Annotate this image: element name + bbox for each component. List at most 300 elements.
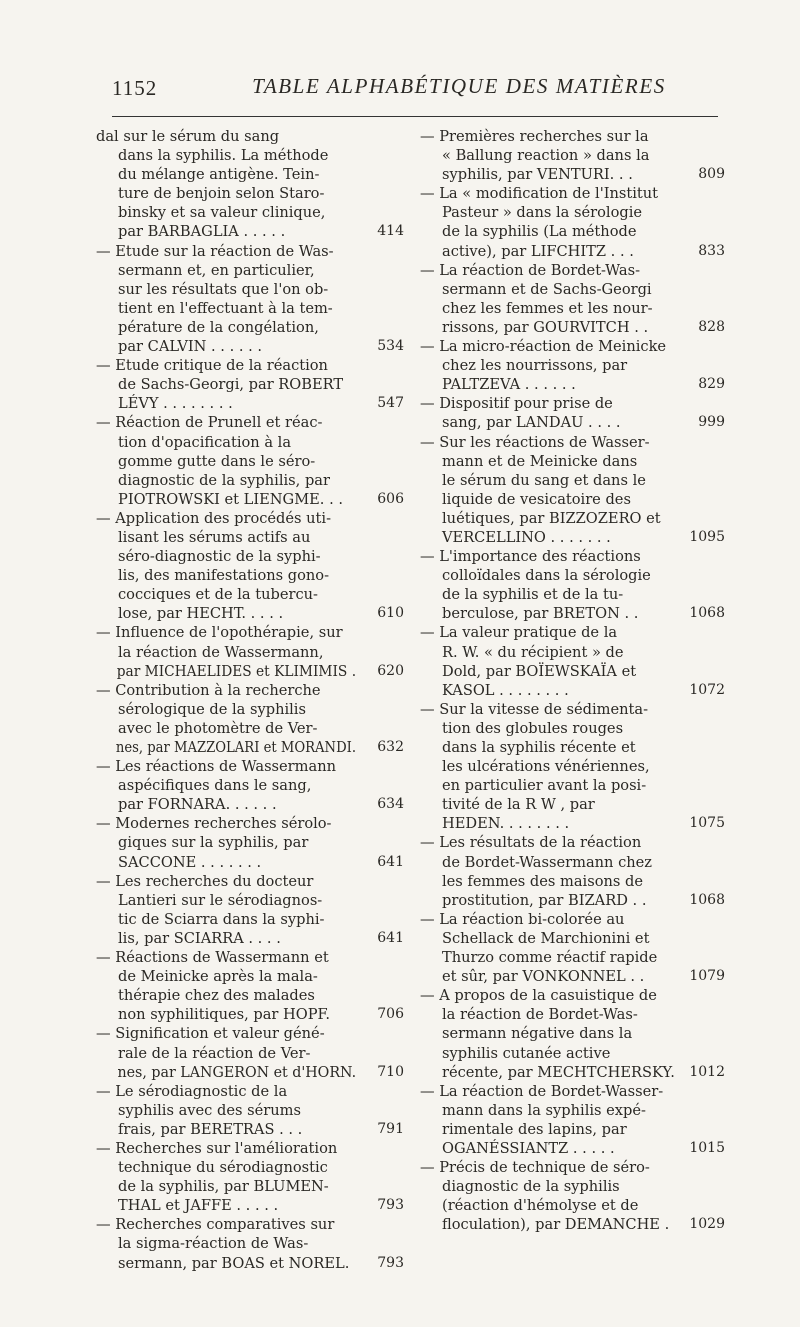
- page-reference: 547: [377, 395, 404, 412]
- entry-line: [96, 261, 404, 280]
- entry-text: — La micro-réaction de Meinicke: [420, 338, 667, 356]
- entry-line: [96, 299, 404, 318]
- entry-line: [96, 757, 404, 776]
- entry-line: [96, 471, 404, 490]
- entry-text: sur les résultats que l'on ob-: [118, 280, 329, 298]
- entry-line: [420, 413, 725, 432]
- entry-text: — Le sérodiagnostic de la: [96, 1082, 288, 1100]
- entry-text: par BARBAGLIA . . . . .: [118, 223, 286, 241]
- index-column-right: [420, 127, 725, 1234]
- entry-text: — La réaction de Bordet-Wasser-: [420, 1082, 664, 1100]
- entry-text: tient en l'effectuant à la tem-: [118, 299, 333, 317]
- entry-text: thérapie chez des malades: [118, 987, 315, 1005]
- entry-line: [96, 967, 404, 986]
- entry-text: de la syphilis (La méthode: [442, 223, 637, 241]
- entry-text: par MICHAELIDES et KLIMIMIS .: [116, 662, 357, 680]
- entry-text: avec le photomètre de Ver-: [118, 719, 318, 737]
- entry-line: [96, 776, 404, 795]
- running-title: TABLE ALPHABÉTIQUE DES MATIÈRES: [252, 74, 666, 98]
- entry-text: gomme gutte dans le séro-: [118, 452, 316, 470]
- entry-text: colloïdales dans la sérologie: [442, 567, 651, 585]
- entry-text: diagnostic de la syphilis: [442, 1178, 620, 1196]
- page-reference: 1029: [689, 1216, 725, 1233]
- entry-text: — Influence de l'opothérapie, sur: [96, 624, 343, 642]
- page-reference: 999: [698, 414, 725, 431]
- entry-text: récente, par MECHTCHERSKY.: [442, 1063, 675, 1081]
- entry-line: [420, 719, 725, 738]
- entry-text: — A propos de la casuistique de: [420, 987, 657, 1005]
- entry-line: [420, 184, 725, 203]
- entry-line: [96, 280, 404, 299]
- entry-text: « Ballung reaction » dans la: [442, 147, 650, 165]
- entry-line: [420, 127, 725, 146]
- entry-text: non syphilitiques, par HOPF.: [118, 1006, 331, 1024]
- entry-line: [96, 1196, 404, 1215]
- entry-text: chez les nourrissons, par: [442, 357, 628, 375]
- entry-line: [420, 1177, 725, 1196]
- entry-text: la réaction de Bordet-Was-: [442, 1006, 638, 1024]
- entry-line: [96, 433, 404, 452]
- entry-text: — Les réactions de Wassermann: [96, 758, 336, 776]
- entry-line: [420, 509, 725, 528]
- index-entry: [96, 242, 404, 357]
- entry-text: Dold, par BOÏEWSKAÏA et: [442, 662, 637, 680]
- entry-text: VERCELLINO . . . . . . .: [442, 528, 611, 546]
- entry-line: [420, 872, 725, 891]
- entry-line: [420, 643, 725, 662]
- entry-text: — Application des procédés uti-: [96, 509, 332, 527]
- entry-line: [96, 1063, 404, 1082]
- entry-text: binsky et sa valeur clinique,: [118, 204, 326, 222]
- entry-line: [420, 853, 725, 872]
- entry-line: [420, 299, 725, 318]
- entry-text: de Bordet-Wassermann chez: [442, 853, 652, 871]
- page-reference: 1015: [689, 1139, 725, 1156]
- entry-line: [96, 375, 404, 394]
- entry-text: — La réaction de Bordet-Was-: [420, 261, 641, 279]
- entry-text: Thurzo comme réactif rapide: [442, 949, 658, 967]
- entry-line: [96, 643, 404, 662]
- entry-line: [96, 1215, 404, 1234]
- entry-line: [420, 337, 725, 356]
- entry-text: (réaction d'hémolyse et de: [442, 1197, 639, 1215]
- index-entry: [96, 509, 404, 624]
- entry-text: sermann, par BOAS et NOREL.: [118, 1254, 350, 1272]
- index-column-left: [96, 127, 404, 1273]
- entry-line: [420, 1005, 725, 1024]
- entry-line: [96, 604, 404, 623]
- page-reference: 534: [377, 338, 404, 355]
- entry-line: [96, 662, 404, 681]
- index-entry: [420, 547, 725, 623]
- entry-text: les femmes des maisons de: [442, 872, 644, 890]
- page-reference: 1079: [689, 968, 725, 985]
- entry-line: [96, 1024, 404, 1043]
- entry-text: sermann négative dans la: [442, 1025, 633, 1043]
- entry-line: [420, 242, 725, 261]
- entry-line: [96, 242, 404, 261]
- entry-text: nes, par LANGERON et d'HORN.: [117, 1063, 357, 1081]
- entry-text: cocciques et de la tubercu-: [118, 586, 318, 604]
- entry-line: [420, 833, 725, 852]
- entry-line: [420, 1158, 725, 1177]
- index-entry: [96, 413, 404, 508]
- entry-text: tivité de la R W , par: [442, 796, 595, 814]
- entry-line: [96, 1234, 404, 1253]
- entry-text: — Modernes recherches sérolo-: [96, 815, 332, 833]
- page-reference: 620: [377, 662, 404, 679]
- entry-text: le sérum du sang et dans le: [442, 471, 646, 489]
- entry-text: mann dans la syphilis expé-: [442, 1101, 646, 1119]
- entry-line: [420, 1082, 725, 1101]
- entry-line: [420, 318, 725, 337]
- page-reference: 641: [377, 853, 404, 870]
- entry-text: — Sur les réactions de Wasser-: [420, 433, 650, 451]
- index-entry: [96, 127, 404, 242]
- entry-line: [96, 509, 404, 528]
- index-entry: [420, 127, 725, 184]
- page-reference: 1012: [689, 1063, 725, 1080]
- index-entry: [420, 1082, 725, 1158]
- entry-line: [420, 738, 725, 757]
- page-reference: 632: [377, 739, 404, 755]
- entry-line: [96, 337, 404, 356]
- index-entry: [420, 433, 725, 548]
- entry-text: active), par LIFCHITZ . . .: [442, 242, 634, 260]
- index-entry: [420, 184, 725, 260]
- entry-text: — Recherches comparatives sur: [96, 1216, 335, 1234]
- entry-text: — Recherches sur l'amélioration: [96, 1139, 338, 1157]
- entry-text: diagnostic de la syphilis, par: [118, 471, 330, 489]
- entry-line: [96, 814, 404, 833]
- entry-text: de la syphilis, par BLUMEN-: [118, 1178, 329, 1196]
- entry-line: [96, 585, 404, 604]
- entry-text: giques sur la syphilis, par: [118, 834, 309, 852]
- entry-text: OGANÉSSIANTZ . . . . .: [442, 1139, 615, 1157]
- index-entry: [96, 757, 404, 814]
- entry-line: [96, 1101, 404, 1120]
- entry-text: tic de Sciarra dans la syphi-: [118, 910, 325, 928]
- entry-line: [420, 948, 725, 967]
- entry-text: THAL et JAFFE . . . . .: [118, 1197, 279, 1215]
- entry-line: [96, 1254, 404, 1273]
- page-reference: 706: [377, 1006, 404, 1023]
- entry-line: [420, 433, 725, 452]
- entry-line: [96, 1158, 404, 1177]
- index-entry: [96, 1024, 404, 1081]
- entry-text: Schellack de Marchionini et: [442, 929, 650, 947]
- entry-line: [420, 814, 725, 833]
- entry-text: du mélange antigène. Tein-: [118, 166, 320, 184]
- header-rule: [112, 116, 718, 117]
- entry-line: [420, 986, 725, 1005]
- entry-text: sermann et de Sachs-Georgi: [442, 280, 652, 298]
- entry-text: — La réaction bi-colorée au: [420, 910, 625, 928]
- entry-line: [420, 776, 725, 795]
- entry-text: dal sur le sérum du sang: [96, 128, 280, 145]
- entry-line: [96, 203, 404, 222]
- page-number: 1152: [112, 76, 158, 100]
- entry-text: — Dispositif pour prise de: [420, 395, 613, 413]
- entry-line: [420, 1063, 725, 1082]
- entry-text: PALTZEVA . . . . . .: [442, 376, 576, 394]
- entry-line: [420, 1196, 725, 1215]
- entry-line: [96, 929, 404, 948]
- entry-line: [420, 490, 725, 509]
- index-entry: [96, 1139, 404, 1215]
- entry-text: lis, par SCIARRA . . . .: [118, 929, 281, 947]
- page-header: [112, 74, 718, 104]
- page-reference: 1075: [689, 815, 725, 832]
- entry-text: par FORNARA. . . . . .: [118, 796, 277, 814]
- entry-line: [96, 566, 404, 585]
- entry-line: [96, 833, 404, 852]
- entry-line: [420, 795, 725, 814]
- entry-line: [96, 394, 404, 413]
- entry-line: [96, 1177, 404, 1196]
- entry-line: [420, 604, 725, 623]
- entry-line: [96, 222, 404, 241]
- entry-text: prostitution, par BIZARD . .: [442, 891, 647, 909]
- entry-text: — Premières recherches sur la: [420, 128, 649, 145]
- entry-text: et sûr, par VONKONNEL . .: [442, 968, 645, 986]
- index-entry: [420, 394, 725, 432]
- entry-text: technique du sérodiagnostic: [118, 1159, 328, 1177]
- entry-line: [420, 356, 725, 375]
- page-reference: 793: [377, 1254, 404, 1271]
- entry-text: SACCONE . . . . . . .: [118, 853, 262, 871]
- page-reference: 710: [377, 1063, 404, 1080]
- entry-text: — Sur la vitesse de sédimenta-: [420, 700, 649, 718]
- page-reference: 1068: [689, 605, 725, 622]
- entry-line: [420, 394, 725, 413]
- entry-line: [420, 929, 725, 948]
- entry-text: rimentale des lapins, par: [442, 1120, 627, 1138]
- index-entry: [420, 833, 725, 909]
- entry-line: [96, 490, 404, 509]
- entry-line: [420, 203, 725, 222]
- entry-line: [96, 853, 404, 872]
- entry-text: ture de benjoin selon Staro-: [118, 185, 325, 203]
- entry-text: LÉVY . . . . . . . .: [118, 395, 233, 413]
- page-reference: 634: [377, 796, 404, 813]
- entry-line: [96, 452, 404, 471]
- entry-line: [420, 585, 725, 604]
- entry-line: [96, 891, 404, 910]
- index-entry: [420, 1158, 725, 1234]
- page-reference: 414: [377, 223, 404, 240]
- entry-line: [420, 757, 725, 776]
- entry-line: [96, 165, 404, 184]
- entry-line: [96, 127, 404, 146]
- entry-text: en particulier avant la posi-: [442, 777, 647, 795]
- entry-line: [420, 910, 725, 929]
- entry-text: — La « modification de l'Institut: [420, 185, 659, 203]
- entry-line: [420, 1024, 725, 1043]
- entry-line: [96, 547, 404, 566]
- entry-text: rissons, par GOURVITCH . .: [442, 318, 649, 336]
- entry-line: [420, 681, 725, 700]
- index-entry: [96, 623, 404, 680]
- entry-text: — Réaction de Prunell et réac-: [96, 414, 323, 432]
- entry-text: les ulcérations vénériennes,: [442, 758, 650, 776]
- entry-text: — Contribution à la recherche: [96, 681, 321, 699]
- entry-line: [420, 1139, 725, 1158]
- entry-line: [96, 528, 404, 547]
- page-reference: 1072: [689, 681, 725, 698]
- entry-text: frais, par BERETRAS . . .: [118, 1120, 303, 1138]
- entry-text: sermann et, en particulier,: [118, 261, 315, 279]
- index-entry: [96, 356, 404, 413]
- entry-text: tion d'opacification à la: [118, 433, 292, 451]
- entry-text: syphilis cutanée active: [442, 1044, 611, 1062]
- entry-text: dans la syphilis récente et: [442, 739, 636, 756]
- entry-text: R. W. « du récipient » de: [442, 643, 624, 661]
- entry-line: [420, 566, 725, 585]
- page-reference: 809: [698, 166, 725, 183]
- index-entry: [96, 872, 404, 948]
- entry-line: [420, 222, 725, 241]
- entry-text: liquide de vesicatoire des: [442, 490, 631, 508]
- entry-text: mann et de Meinicke dans: [442, 452, 638, 470]
- entry-text: tion des globules rouges: [442, 719, 624, 737]
- entry-line: [96, 318, 404, 337]
- index-entry: [96, 948, 404, 1024]
- entry-line: [420, 528, 725, 547]
- entry-line: [420, 1120, 725, 1139]
- entry-text: HEDEN. . . . . . . .: [442, 815, 570, 833]
- entry-text: la sigma-réaction de Was-: [118, 1235, 309, 1253]
- entry-text: lose, par HECHT. . . . .: [118, 605, 284, 623]
- entry-text: — Réactions de Wassermann et: [96, 949, 329, 967]
- entry-text: — Les résultats de la réaction: [420, 834, 642, 852]
- entry-text: — Etude critique de la réaction: [96, 357, 328, 375]
- entry-line: [420, 891, 725, 910]
- entry-line: [96, 413, 404, 432]
- entry-line: [96, 1005, 404, 1024]
- entry-line: [420, 1044, 725, 1063]
- entry-line: [420, 623, 725, 642]
- index-entry: [96, 1082, 404, 1139]
- index-entry: [96, 681, 404, 757]
- entry-line: [420, 165, 725, 184]
- entry-text: sang, par LANDAU . . . .: [442, 414, 621, 432]
- entry-line: [96, 146, 404, 165]
- entry-line: [96, 184, 404, 203]
- page-reference: 641: [377, 929, 404, 946]
- entry-text: de Sachs-Georgi, par ROBERT: [118, 376, 344, 394]
- entry-line: [420, 1215, 725, 1234]
- page-reference: 828: [698, 318, 725, 335]
- entry-line: [96, 719, 404, 738]
- entry-text: PIOTROWSKI et LIENGME. . .: [118, 490, 344, 508]
- entry-line: [420, 547, 725, 566]
- entry-text: KASOL . . . . . . . .: [442, 681, 569, 699]
- index-entry: [420, 337, 725, 394]
- index-entry: [96, 1215, 404, 1272]
- entry-text: — La valeur pratique de la: [420, 624, 618, 642]
- page-reference: 833: [698, 242, 725, 259]
- entry-line: [96, 795, 404, 814]
- entry-line: [420, 471, 725, 490]
- entry-text: — L'importance des réactions: [420, 548, 641, 566]
- page-reference: 791: [377, 1120, 404, 1137]
- entry-text: rale de la réaction de Ver-: [118, 1044, 311, 1062]
- entry-line: [96, 681, 404, 700]
- entry-text: par CALVIN . . . . . .: [118, 338, 263, 356]
- entry-line: [420, 280, 725, 299]
- page-reference: 793: [377, 1197, 404, 1214]
- entry-text: lis, des manifestations gono-: [118, 567, 329, 585]
- entry-text: — Précis de technique de séro-: [420, 1159, 650, 1177]
- entry-line: [420, 700, 725, 719]
- index-entry: [420, 910, 725, 986]
- entry-line: [96, 738, 404, 757]
- page-reference: 610: [377, 605, 404, 622]
- entry-text: — Etude sur la réaction de Was-: [96, 242, 334, 260]
- page-reference: 1095: [689, 528, 725, 545]
- entry-line: [96, 623, 404, 642]
- entry-text: floculation), par DEMANCHE .: [442, 1216, 670, 1234]
- entry-text: pérature de la congélation,: [118, 318, 319, 336]
- entry-text: de la syphilis et de la tu-: [442, 586, 624, 604]
- entry-text: de Meinicke après la mala-: [118, 968, 318, 986]
- entry-line: [96, 1120, 404, 1139]
- index-entry: [420, 623, 725, 699]
- page-reference: 606: [377, 490, 404, 507]
- entry-line: [420, 1101, 725, 1120]
- entry-text: — Les recherches du docteur: [96, 872, 314, 890]
- entry-text: sérologique de la syphilis: [118, 700, 306, 718]
- entry-text: lisant les sérums actifs au: [118, 528, 311, 546]
- entry-line: [420, 452, 725, 471]
- index-entry: [420, 700, 725, 834]
- entry-text: dans la syphilis. La méthode: [118, 147, 329, 165]
- entry-line: [96, 948, 404, 967]
- index-entry: [420, 261, 725, 337]
- entry-line: [96, 1139, 404, 1158]
- entry-line: [96, 356, 404, 375]
- entry-text: aspécifiques dans le sang,: [118, 777, 312, 795]
- entry-line: [96, 872, 404, 891]
- entry-line: [96, 700, 404, 719]
- entry-text: syphilis, par VENTURI. . .: [442, 166, 633, 184]
- entry-line: [96, 1082, 404, 1101]
- entry-line: [420, 967, 725, 986]
- entry-line: [420, 261, 725, 280]
- entry-text: luétiques, par BIZZOZERO et: [442, 509, 661, 527]
- entry-text: Pasteur » dans la sérologie: [442, 204, 643, 222]
- entry-line: [420, 375, 725, 394]
- entry-text: Lantieri sur le sérodiagnos-: [118, 891, 323, 909]
- entry-text: nes, par MAZZOLARI et MORANDI.: [115, 739, 357, 756]
- entry-text: syphilis avec des sérums: [118, 1101, 301, 1119]
- entry-line: [96, 986, 404, 1005]
- page-reference: 1068: [689, 891, 725, 908]
- entry-text: la réaction de Wassermann,: [118, 643, 324, 661]
- entry-line: [96, 1044, 404, 1063]
- index-entry: [420, 986, 725, 1081]
- entry-text: chez les femmes et les nour-: [442, 299, 653, 317]
- entry-line: [96, 910, 404, 929]
- entry-text: séro-diagnostic de la syphi-: [118, 548, 321, 566]
- entry-line: [420, 146, 725, 165]
- entry-text: — Signification et valeur géné-: [96, 1025, 325, 1043]
- index-entry: [96, 814, 404, 871]
- entry-line: [420, 662, 725, 681]
- page-reference: 829: [698, 376, 725, 393]
- entry-text: berculose, par BRETON . .: [442, 605, 639, 623]
